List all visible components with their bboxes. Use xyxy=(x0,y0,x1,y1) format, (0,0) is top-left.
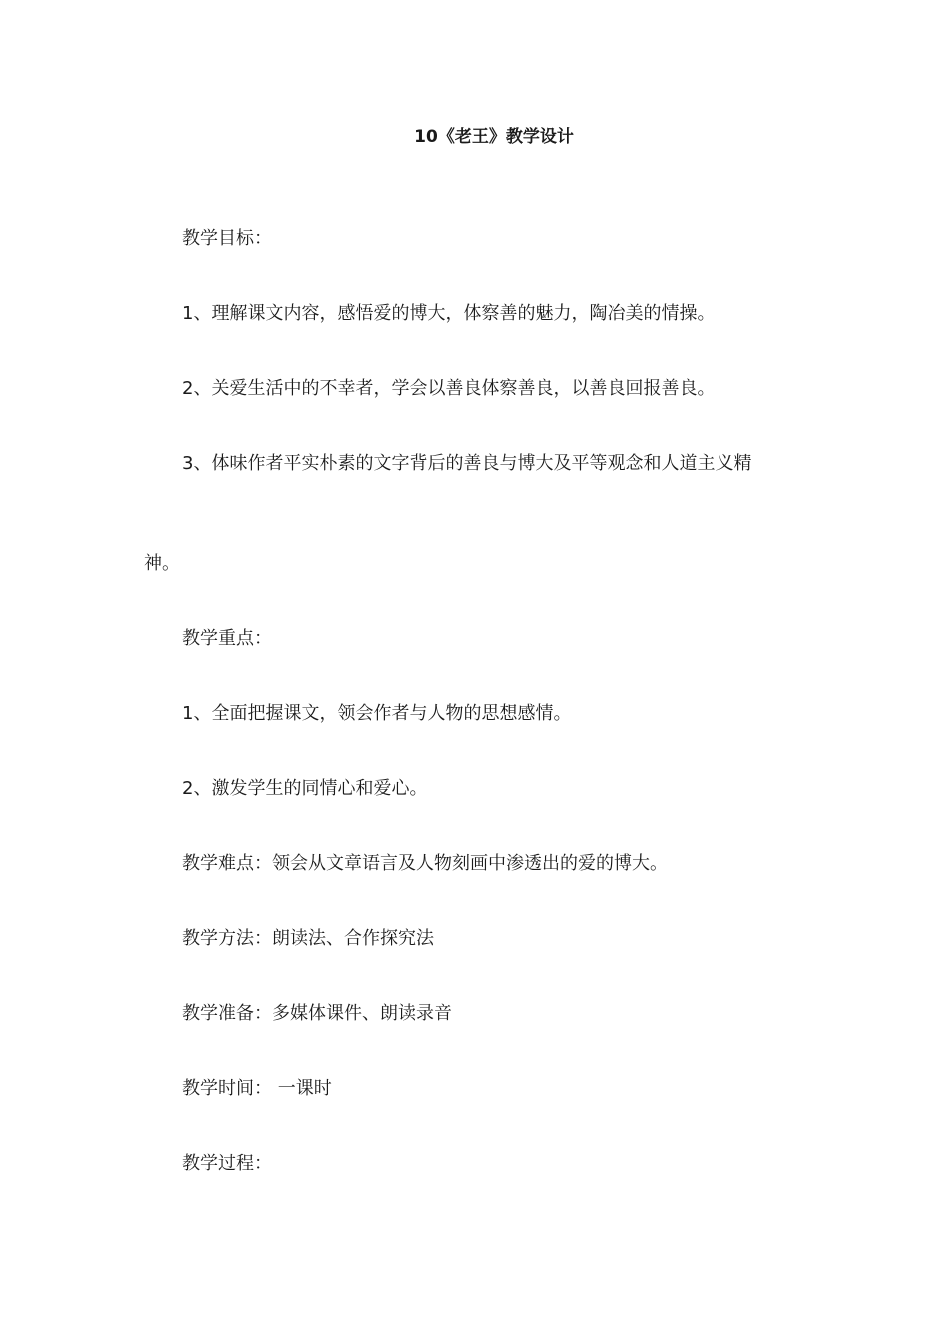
difficulty-line: 教学难点：领会从文章语言及人物刻画中渗透出的爱的博大。 xyxy=(182,853,668,874)
objective-item-3-continuation: 神。 xyxy=(144,553,180,574)
preparation-line: 教学准备：多媒体课件、朗读录音 xyxy=(182,1003,452,1024)
key-point-item-1: 1、全面把握课文，领会作者与人物的思想感情。 xyxy=(182,703,572,724)
objective-item-1: 1、理解课文内容，感悟爱的博大，体察善的魅力，陶冶美的情操。 xyxy=(182,303,716,324)
section-heading-process: 教学过程： xyxy=(182,1153,272,1174)
method-line: 教学方法：朗读法、合作探究法 xyxy=(182,928,434,949)
objective-item-2: 2、关爱生活中的不幸者，学会以善良体察善良，以善良回报善良。 xyxy=(182,378,716,399)
key-point-item-2: 2、激发学生的同情心和爱心。 xyxy=(182,778,428,799)
section-heading-key-points: 教学重点： xyxy=(182,628,272,649)
section-heading-objectives: 教学目标： xyxy=(182,228,272,249)
objective-item-3: 3、体味作者平实朴素的文字背后的善良与博大及平等观念和人道主义精 xyxy=(182,453,752,474)
document-title: 10《老王》教学设计 xyxy=(414,127,574,147)
time-line: 教学时间： 一课时 xyxy=(182,1078,332,1099)
